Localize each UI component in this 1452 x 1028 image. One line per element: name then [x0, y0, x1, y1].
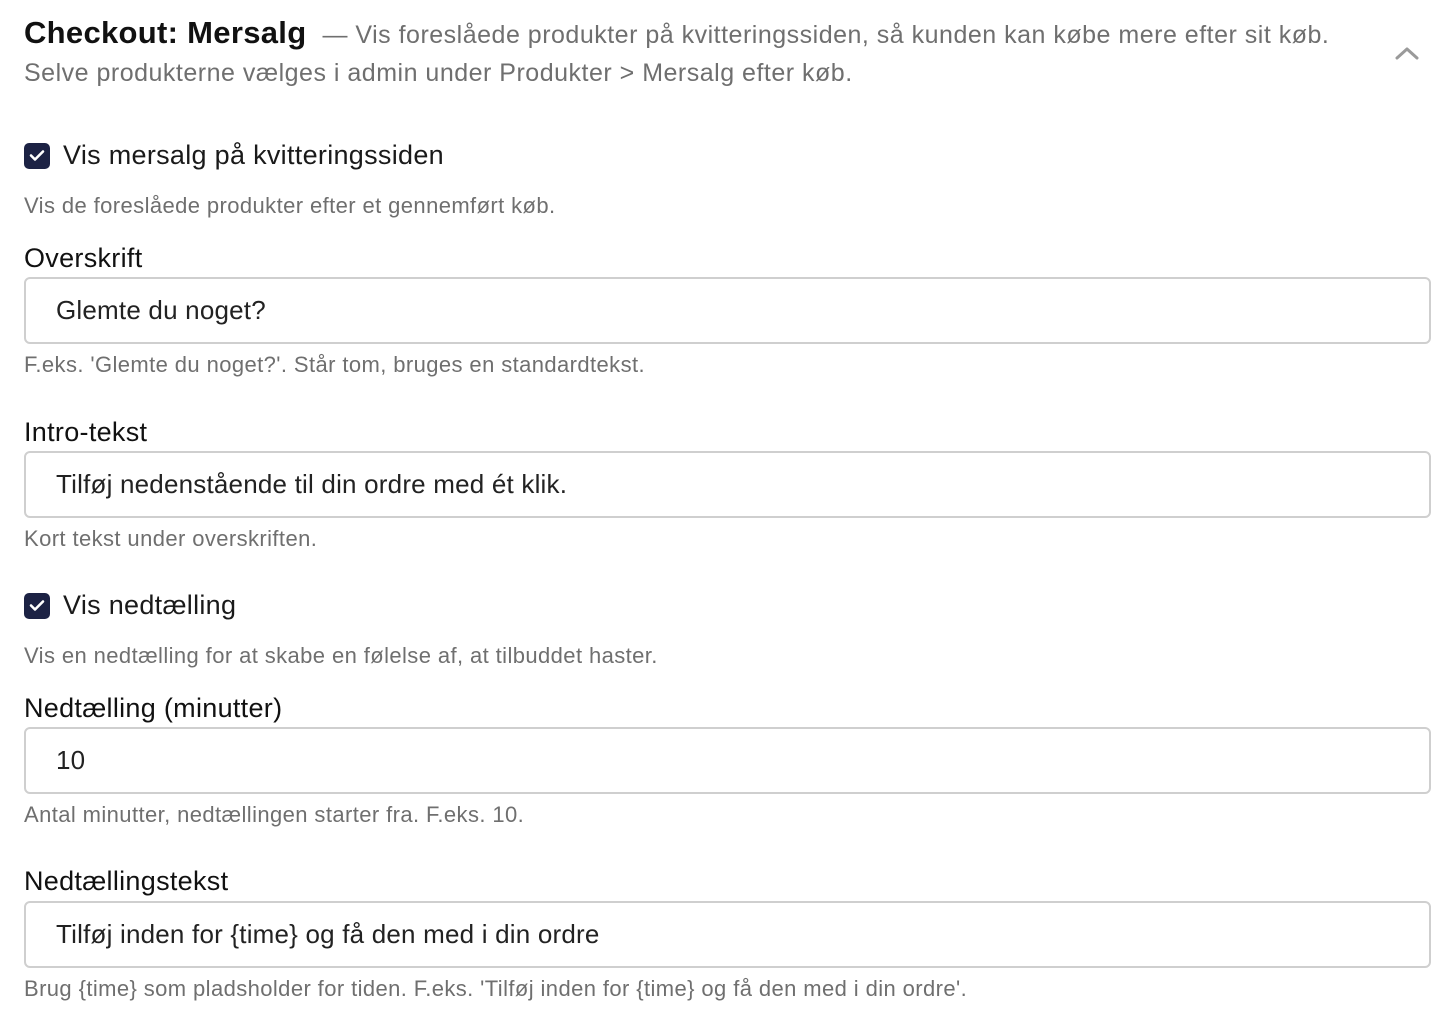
- heading-help: F.eks. 'Glemte du noget?'. Står tom, bruges en standardtekst.: [24, 352, 645, 377]
- heading-input[interactable]: [24, 277, 1431, 344]
- section-title: Checkout: Mersalg: [24, 15, 307, 50]
- show-upsell-help: Vis de foreslåede produkter efter et gennemført køb.: [24, 193, 556, 218]
- countdown-minutes-input[interactable]: [24, 727, 1431, 794]
- intro-input[interactable]: [24, 451, 1431, 518]
- chevron-up-icon: [1394, 45, 1420, 61]
- heading-field-label: Overskrift: [24, 243, 143, 273]
- show-countdown-checkbox-row[interactable]: [24, 590, 236, 621]
- show-upsell-label: Vis mersalg på kvitteringssiden: [63, 140, 444, 170]
- show-countdown-checkbox[interactable]: [24, 593, 50, 619]
- intro-help: Kort tekst under overskriften.: [24, 526, 318, 551]
- checkmark-icon: [29, 599, 45, 612]
- intro-field-label: Intro-tekst: [24, 417, 148, 447]
- show-upsell-checkbox-row[interactable]: [24, 140, 444, 171]
- show-countdown-help: Vis en nedtælling for at skabe en følelse af, at tilbuddet haster.: [24, 643, 658, 668]
- checkmark-icon: [29, 149, 45, 162]
- section-header: [24, 14, 1374, 92]
- show-countdown-label: Vis nedtælling: [63, 590, 237, 620]
- countdown-text-help: Brug {time} som pladsholder for tiden. F.eks. 'Tilføj inden for {time} og få den med i din ordre'.: [24, 976, 968, 1001]
- collapse-section-button[interactable]: [1392, 40, 1422, 66]
- section-header-text: [24, 14, 1374, 92]
- countdown-text-label: Nedtællingstekst: [24, 866, 229, 896]
- countdown-minutes-help: Antal minutter, nedtællingen starter fra. F.eks. 10.: [24, 802, 525, 827]
- countdown-minutes-label: Nedtælling (minutter): [24, 693, 283, 723]
- section-description: — Vis foreslåede produkter på kvitteringssiden, så kunden kan købe mere efter sit køb. Selve produkterne vælges i admin under Produkter > Mersalg efter køb.: [24, 21, 1330, 87]
- show-upsell-checkbox[interactable]: [24, 143, 50, 169]
- countdown-text-input[interactable]: [24, 901, 1431, 968]
